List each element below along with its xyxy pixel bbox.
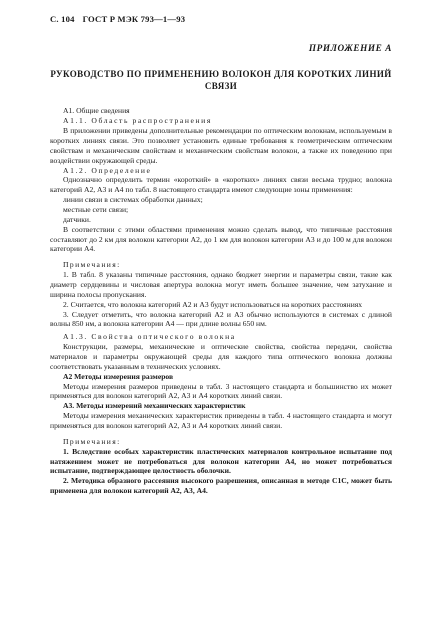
section-a13-text: Конструкции, размеры, механические и оптические свойства, свойства передачи, свойства материалов и параметры окружающей среды для каждого типа оптического волокна должны соответствовать указанным в технических условиях.	[50, 342, 392, 371]
section-a3-text: Методы измерения механических характеристик приведены в табл. 4 настоящего стандарта и могут применяться для волокон категорий А2, А3 и А4 коротких линий связи.	[50, 411, 392, 431]
note-2-1: 1. Вследствие особых характеристик пластических материалов контрольное испытание под натяжением может не потребоваться для волокон категории А4, но может потребоваться испытание, подтверждающее целостность оболочки.	[50, 446, 392, 476]
notes-heading-2: Примечания:	[63, 436, 121, 446]
section-a2-text: Методы измерения размеров приведены в табл. 3 настоящего стандарта и большинство их может применяться для волокон категорий А2, А3 и А4 коротких линий связи.	[50, 381, 392, 401]
notes-heading: Примечания:	[63, 260, 121, 270]
section-a11-heading: А1.1. Область распространения	[63, 116, 212, 126]
section-a3-heading: А3. Методы измерений механических характеристик	[63, 401, 246, 411]
section-a12-heading: А1.2. Определение	[63, 165, 152, 175]
section-a11-text: В приложении приведены дополнительные рекомендации по оптическим волокнам, используемым в коротких линиях связи. Это позволяет установить единые требования к геометрическим оптическим свойствам и механическим свойствам и механическим свойствам волокон, а также их поведению при воздействии окружающей среды.	[50, 126, 392, 165]
section-a13-heading: А1.3. Свойства оптического волокна	[63, 332, 236, 342]
note-3: 3. Следует отметить, что волокна категорий А2 и А3 обычно используются в системах с длиной волны 850 нм, а волокна категории А4 — при длине волны 650 нм.	[50, 309, 392, 329]
appendix-label: ПРИЛОЖЕНИЕ А	[308, 43, 392, 54]
document-title: РУКОВОДСТВО ПО ПРИМЕНЕНИЮ ВОЛОКОН ДЛЯ КОРОТКИХ ЛИНИЙ СВЯЗИ	[50, 69, 392, 92]
section-a12-conclusion: В соответствии с этими областями применения можно сделать вывод, что типичные расстояния составляют до 2 км для волокон категории А2, до 1 км для волокон категории А3 и до 100 м для волокон категории А4.	[50, 224, 392, 254]
note-1: 1. В табл. 8 указаны типичные расстояния, однако бюджет энергии и параметры связи, такие как диаметр сердцевины и числовая апертура волокна могут иметь большее значение, чем затухание и ширина полосы пропускания.	[50, 270, 392, 299]
page-number: С. 104	[50, 14, 75, 24]
list-item: датчики.	[63, 214, 91, 224]
section-a2-heading: А2 Методы измерения размеров	[63, 371, 174, 381]
standard-id: ГОСТ Р МЭК 793—1—93	[82, 14, 186, 24]
note-2-2: 2. Методика образного рассеяния высокого разрешения, описанная в методе С1С, может быть применена для волокон категорий А2, А3, А4.	[50, 476, 392, 496]
list-item: местные сети связи;	[63, 205, 129, 214]
running-header	[50, 14, 392, 25]
document-page	[50, 14, 392, 496]
note-2: 2. Считается, что волокна категорий А2 и А3 будут использоваться на коротких расстояниях	[63, 299, 363, 309]
section-a1-heading: А1. Общие сведения	[63, 106, 130, 116]
section-a12-text: Однозначно определить термин «короткий» в «коротких» линиях связи весьма трудно; волокна категорий А2, А3 и А4 по табл. 8 настоящего стандарта имеют следующие зоны применения:	[50, 175, 392, 195]
list-item: линии связи в системах обработки данных;	[63, 195, 203, 205]
